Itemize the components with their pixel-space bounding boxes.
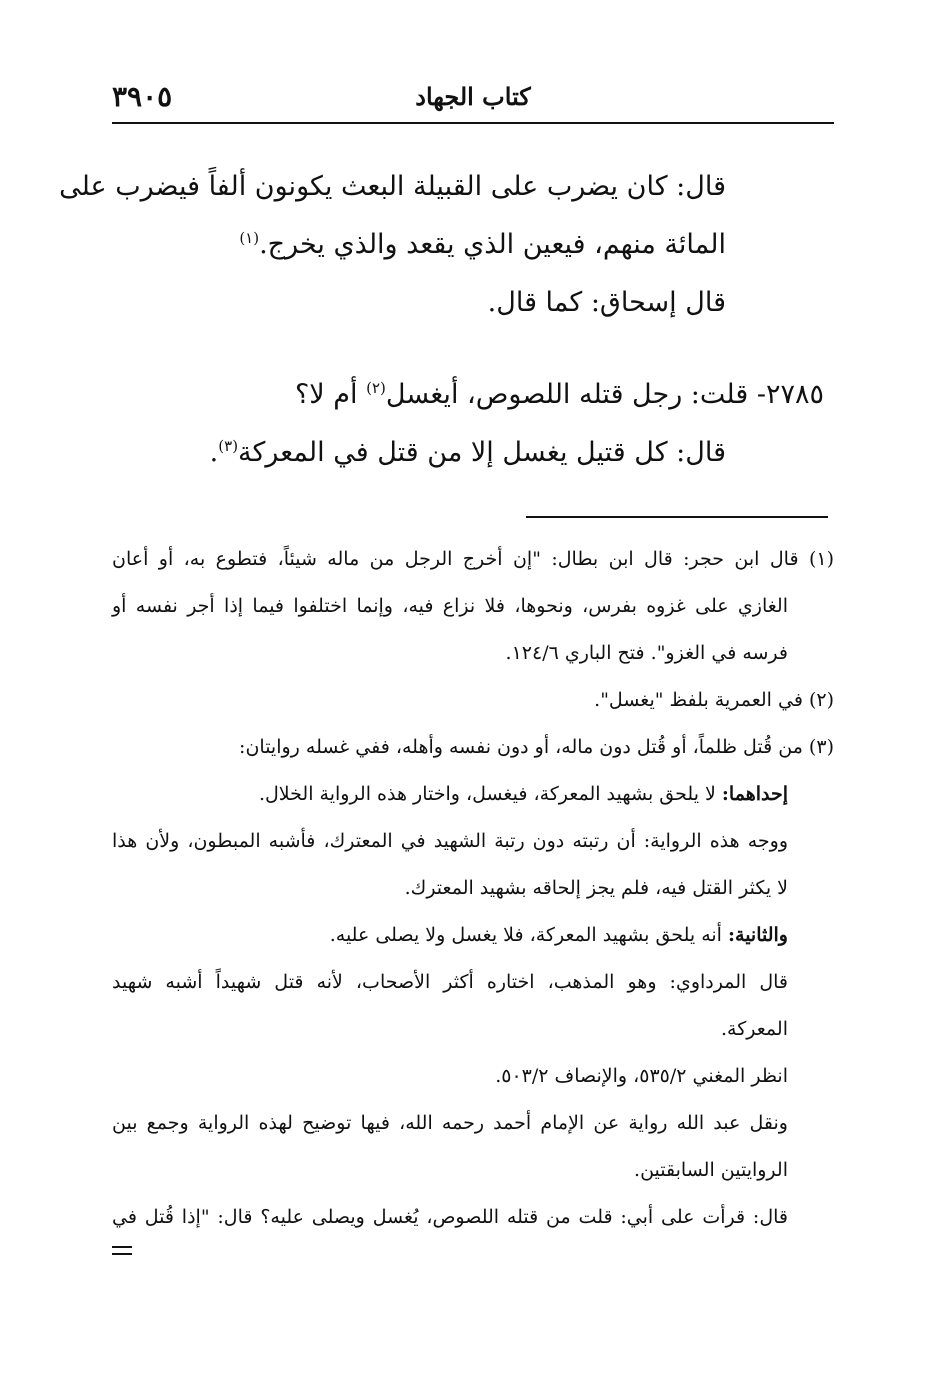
footnote-line: قال: قرأت على أبي: قلت من قتله اللصوص، يُغسل ويصلى عليه؟ قال: "إذا قُتل في — [112, 1206, 788, 1228]
footnote-line: قال المرداوي: وهو المذهب، اختاره أكثر الأصحاب، لأنه قتل شهيداً أشبه شهيد — [112, 971, 788, 993]
footnote-ref: (١) — [239, 229, 260, 247]
footnote-line — [112, 912, 834, 959]
main-line — [112, 216, 834, 274]
page-number: ٣٩٠٥ — [112, 80, 173, 113]
question-text-end: أم لا؟ — [294, 379, 367, 410]
main-line: قال إسحاق: كما قال. — [487, 287, 726, 318]
footnotes — [112, 536, 834, 1241]
continuation-mark — [112, 1246, 132, 1260]
footnote-bold-label: والثانية: — [728, 924, 788, 946]
running-title: كتاب الجهاد — [415, 82, 531, 111]
answer-text: قال: كل قتيل يغسل إلا من قتل في المعركة — [238, 437, 726, 468]
footnote-text: لا يلحق بشهيد المعركة، فيغسل، واختار هذه الرواية الخلال. — [258, 783, 722, 805]
footnote-line: ونقل عبد الله رواية عن الإمام أحمد رحمه الله، فيها توضيح لهذه الرواية وجمع بين — [112, 1112, 788, 1134]
main-line-text: المائة منهم، فيعين الذي يقعد والذي يخرج. — [259, 229, 726, 260]
footnote-line: ووجه هذه الرواية: أن رتبته دون رتبة الشهيد في المعترك، فأشبه المبطون، ولأن هذا — [112, 830, 788, 852]
question-line — [112, 366, 834, 424]
answer-line — [112, 424, 834, 482]
footnote-line: (٣) من قُتل ظلماً، أو قُتل دون ماله، أو دون نفسه وأهله، ففي غسله روايتان: — [239, 736, 834, 758]
footnote-line: الغازي على غزوه بفرس، ونحوها، فلا نزاع فيه، وإنما اختلفوا فيما إذا أجر نفسه أو — [112, 595, 788, 617]
footnote-bold-label: إحداهما: — [721, 783, 788, 805]
footnote-separator — [526, 516, 828, 518]
footnote-line: (٢) في العمرية بلفظ "يغسل". — [594, 689, 834, 711]
footnote-line: فرسه في الغزو". فتح الباري ١٢٤/٦. — [505, 642, 788, 664]
footnote-line: لا يكثر القتل فيه، فلم يجز إلحاقه بشهيد المعترك. — [404, 877, 788, 899]
footnote-line: الروايتين السابقتين. — [634, 1159, 788, 1181]
footnote-line — [112, 771, 834, 818]
question-text: ٢٧٨٥- قلت: رجل قتله اللصوص، أيغسل — [385, 379, 824, 410]
footnote-line: المعركة. — [721, 1018, 788, 1040]
footnote-ref: (٢) — [366, 379, 386, 397]
main-text-paragraph-1 — [59, 158, 834, 332]
footnote-text: أنه يلحق بشهيد المعركة، فلا يغسل ولا يصلى عليه. — [329, 924, 728, 946]
footnote-line: انظر المغني ٥٣٥/٢، والإنصاف ٥٠٣/٢. — [495, 1065, 788, 1087]
footnote-line: (١) قال ابن حجر: قال ابن بطال: "إن أخرج الرجل من ماله شيئاً، فتطوع به، أو أعان — [112, 548, 834, 570]
main-text-question — [112, 366, 834, 482]
footnote-ref: (٣) — [218, 437, 239, 455]
answer-text-end: . — [209, 437, 219, 468]
page-header — [112, 78, 834, 124]
main-line: قال: كان يضرب على القبيلة البعث يكونون ألفاً فيضرب على — [59, 171, 726, 202]
